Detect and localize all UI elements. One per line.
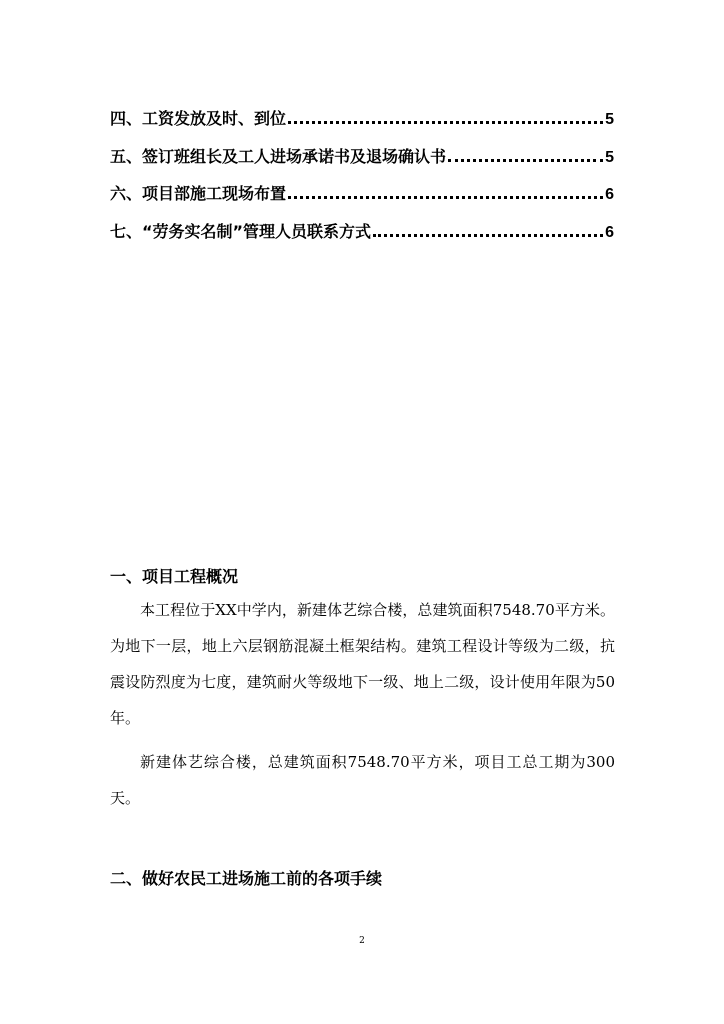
table-of-contents <box>110 106 614 256</box>
toc-entry-page: 5 <box>605 111 614 128</box>
toc-entry-title: 六、项目部施工现场布置 <box>110 184 287 203</box>
toc-entry-page: 5 <box>605 148 614 166</box>
page-number: 2 <box>359 936 365 946</box>
section-body-project-overview <box>110 592 615 816</box>
toc-entry[interactable] <box>110 219 614 257</box>
toc-entry-title: 四、工资发放及时、到位 <box>110 109 287 128</box>
toc-dot-leader <box>448 159 603 162</box>
toc-entry[interactable] <box>110 181 614 219</box>
toc-entry-page: 6 <box>605 223 614 241</box>
toc-dot-leader <box>288 196 603 199</box>
toc-entry-title: 七、“劳务实名制”管理人员联系方式 <box>110 221 372 241</box>
body-paragraph: 新建体艺综合楼，总建筑面积7548.70平方米，项目工总工期为300天。 <box>110 753 615 807</box>
toc-entry[interactable] <box>110 144 614 182</box>
toc-entry-page: 6 <box>605 186 614 203</box>
section-heading-worker-procedures: 二、做好农民工进场施工前的各项手续 <box>110 869 383 888</box>
body-paragraph: 本工程位于XX中学内，新建体艺综合楼，总建筑面积7548.70平方米。为地下一层，地上六层钢筋混凝土框架结构。建筑工程设计等级为二级，抗震设防烈度为七度，建筑耐火等级地下一级、地上二级，设计使用年限为50年。 <box>110 601 615 727</box>
toc-dot-leader <box>288 121 603 124</box>
toc-entry-title: 五、签订班组长及工人进场承诺书及退场确认书 <box>110 146 447 166</box>
section-heading-project-overview: 一、项目工程概况 <box>110 567 239 586</box>
toc-dot-leader <box>373 234 603 237</box>
toc-entry[interactable] <box>110 106 614 144</box>
